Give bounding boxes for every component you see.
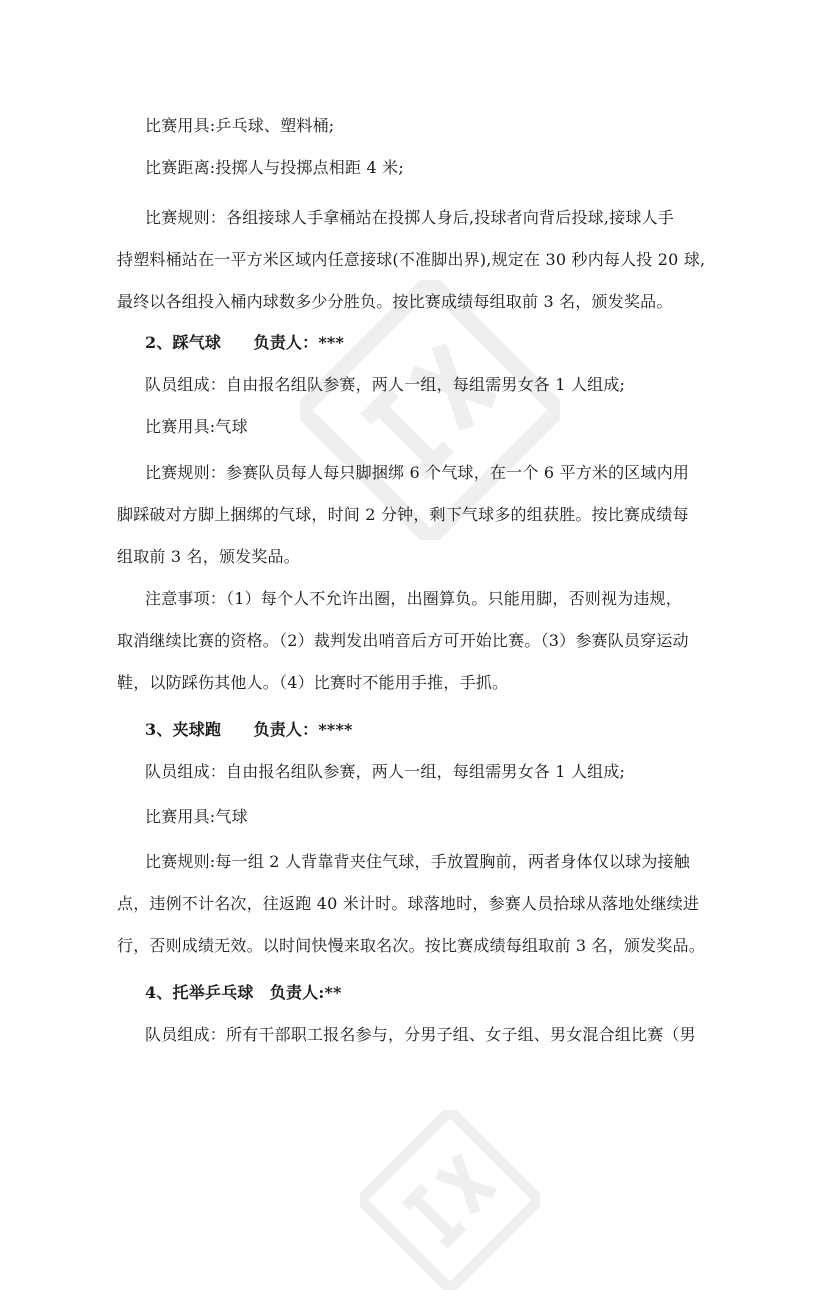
rules-line-3: 比赛规则:每一组 2 人背靠背夹住气球，手放置胸前，两者身体仅以球为接触 bbox=[145, 852, 690, 871]
equipment-line-3: 比赛用具:气球 bbox=[145, 807, 248, 826]
notes-line-2: 注意事项：（1）每个人不允许出圈，出圈算负。只能用脚，否则视为违规， bbox=[145, 589, 682, 608]
team-composition-2: 队员组成：自由报名组队参赛，两人一组，每组需男女各 1 人组成; bbox=[145, 375, 626, 394]
rules-line-2-end: 组取前 3 名，颁发奖品。 bbox=[117, 547, 300, 566]
notes-line-2-end: 鞋，以防踩伤其他人。（4）比赛时不能用手推，手抓。 bbox=[117, 673, 509, 692]
rules-line-3-cont: 点，违例不计名次，往返跑 40 米计时。球落地时，参赛人员拾球从落地处继续进 bbox=[117, 894, 700, 913]
team-composition-4: 队员组成：所有干部职工报名参与，分男子组、女子组、男女混合组比赛（男 bbox=[145, 1025, 696, 1044]
rules-line-2-cont: 脚踩破对方脚上捆绑的气球，时间 2 分钟，剩下气球多的组获胜。按比赛成绩每 bbox=[117, 505, 689, 524]
rules-line-1-end: 最终以各组投入桶内球数多少分胜负。按比赛成绩每组取前 3 名，颁发奖品。 bbox=[117, 292, 673, 311]
equipment-line-1: 比赛用具:乒乓球、塑料桶; bbox=[145, 116, 335, 135]
watermark-logo-icon bbox=[360, 1110, 540, 1290]
equipment-line-2: 比赛用具:气球 bbox=[145, 417, 248, 436]
team-composition-3: 队员组成：自由报名组队参赛，两人一组，每组需男女各 1 人组成; bbox=[145, 762, 626, 781]
rules-line-1-cont: 持塑料桶站在一平方米区域内任意接球(不准脚出界),规定在 30 秒内每人投 20 球, bbox=[117, 250, 706, 269]
section-heading-2: 2、踩气球 负责人：*** bbox=[145, 333, 345, 352]
notes-line-2-cont: 取消继续比赛的资格。（2）裁判发出哨音后方可开始比赛。（3）参赛队员穿运动 bbox=[117, 631, 689, 650]
section-heading-3: 3、夹球跑 负责人：**** bbox=[145, 720, 353, 739]
watermark-logo-icon bbox=[300, 280, 560, 540]
distance-line: 比赛距离:投掷人与投掷点相距 4 米; bbox=[145, 158, 404, 177]
section-heading-4: 4、托举乒乓球 负责人:** bbox=[145, 983, 342, 1002]
rules-line-2: 比赛规则：参赛队员每人每只脚捆绑 6 个气球，在一个 6 平方米的区域内用 bbox=[145, 463, 690, 482]
rules-line-1: 比赛规则：各组接球人手拿桶站在投掷人身后,投球者向背后投球,接球人手 bbox=[145, 208, 674, 227]
rules-line-3-end: 行，否则成绩无效。以时间快慢来取名次。按比赛成绩每组取前 3 名，颁发奖品。 bbox=[117, 936, 705, 955]
